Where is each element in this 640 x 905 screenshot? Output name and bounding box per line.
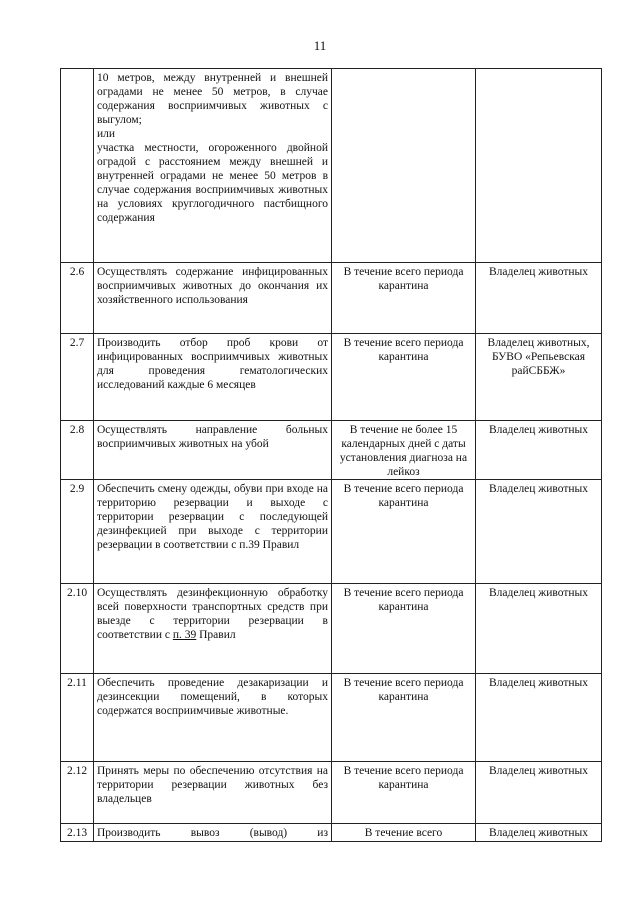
- action-cell: Обеспечить смену одежды, обуви при входе на территорию резервации и выходе с территории резервации с последующей дезинфекцией при выходе с территории резервации в соответствии с п.39 Правил: [94, 480, 332, 584]
- term-cell: В течение всего периода карантина: [332, 762, 476, 824]
- action-cell: Принять меры по обеспечению отсутствия на территории резервации животных без владельцев: [94, 762, 332, 824]
- table-row: [61, 421, 602, 480]
- action-cell: Осуществлять содержание инфицированных восприимчивых животных до окончания их хозяйственного использования: [94, 263, 332, 334]
- responsible-cell: Владелец животных, БУВО «Репьевская райСББЖ»: [476, 334, 602, 421]
- term-cell: В течение всего периода карантина: [332, 334, 476, 421]
- page-number: 11: [313, 38, 327, 53]
- term-cell: В течение всего периода карантина: [332, 263, 476, 334]
- table-row: [61, 69, 602, 263]
- action-cell: Производить вывоз (вывод) из: [94, 824, 332, 842]
- item-number: 2.7: [61, 334, 94, 421]
- term-cell: [332, 69, 476, 263]
- table-row: [61, 584, 602, 674]
- responsible-cell: [476, 69, 602, 263]
- table-row: [61, 334, 602, 421]
- action-cell: [94, 69, 332, 263]
- item-number: 2.12: [61, 762, 94, 824]
- rules-reference-link[interactable]: п. 39: [172, 629, 197, 641]
- responsible-cell: Владелец животных: [476, 263, 602, 334]
- item-number: [61, 69, 94, 263]
- action-cell: [94, 584, 332, 674]
- responsible-cell: Владелец животных: [476, 762, 602, 824]
- responsible-cell: Владелец животных: [476, 480, 602, 584]
- term-cell: В течение всего периода карантина: [332, 480, 476, 584]
- responsible-cell: Владелец животных: [476, 674, 602, 762]
- action-text: Осуществлять дезинфекционную обработку всей поверхности транспортных средств при выезде с территории резервации в соответствии с: [97, 587, 328, 641]
- item-number: 2.6: [61, 263, 94, 334]
- table-row: [61, 824, 602, 842]
- item-number: 2.13: [61, 824, 94, 842]
- term-cell: В течение не более 15 календарных дней с даты установления диагноза на лейкоз: [332, 421, 476, 480]
- item-number: 2.11: [61, 674, 94, 762]
- measures-table: [60, 68, 602, 842]
- term-cell: В течение всего: [332, 824, 476, 842]
- action-cell: Обеспечить проведение дезакаризации и дезинсекции помещений, в которых содержатся восприимчивые животные.: [94, 674, 332, 762]
- term-cell: В течение всего периода карантина: [332, 674, 476, 762]
- responsible-cell: Владелец животных: [476, 824, 602, 842]
- item-number: 2.8: [61, 421, 94, 480]
- item-number: 2.9: [61, 480, 94, 584]
- action-text-or: или: [97, 128, 116, 140]
- table-row: [61, 762, 602, 824]
- table-row: [61, 480, 602, 584]
- responsible-cell: Владелец животных: [476, 584, 602, 674]
- term-cell: В течение всего периода карантина: [332, 584, 476, 674]
- responsible-cell: Владелец животных: [476, 421, 602, 480]
- action-text: Правил: [196, 629, 236, 641]
- action-cell: Производить отбор проб крови от инфицированных восприимчивых животных для проведения гематологических исследований каждые 6 месяцев: [94, 334, 332, 421]
- item-number: 2.10: [61, 584, 94, 674]
- table-row: [61, 263, 602, 334]
- action-cell: Осуществлять направление больных восприимчивых животных на убой: [94, 421, 332, 480]
- table-row: [61, 674, 602, 762]
- action-text: 10 метров, между внутренней и внешней оградами не менее 50 метров, в случае содержания восприимчивых животных с выгулом;: [97, 72, 328, 126]
- action-text: участка местности, огороженного двойной оградой с расстоянием между внешней и внутренней оградами не менее 50 метров в случае содержания восприимчивых животных на условиях круглогодичного пастбищного содержания: [97, 142, 328, 224]
